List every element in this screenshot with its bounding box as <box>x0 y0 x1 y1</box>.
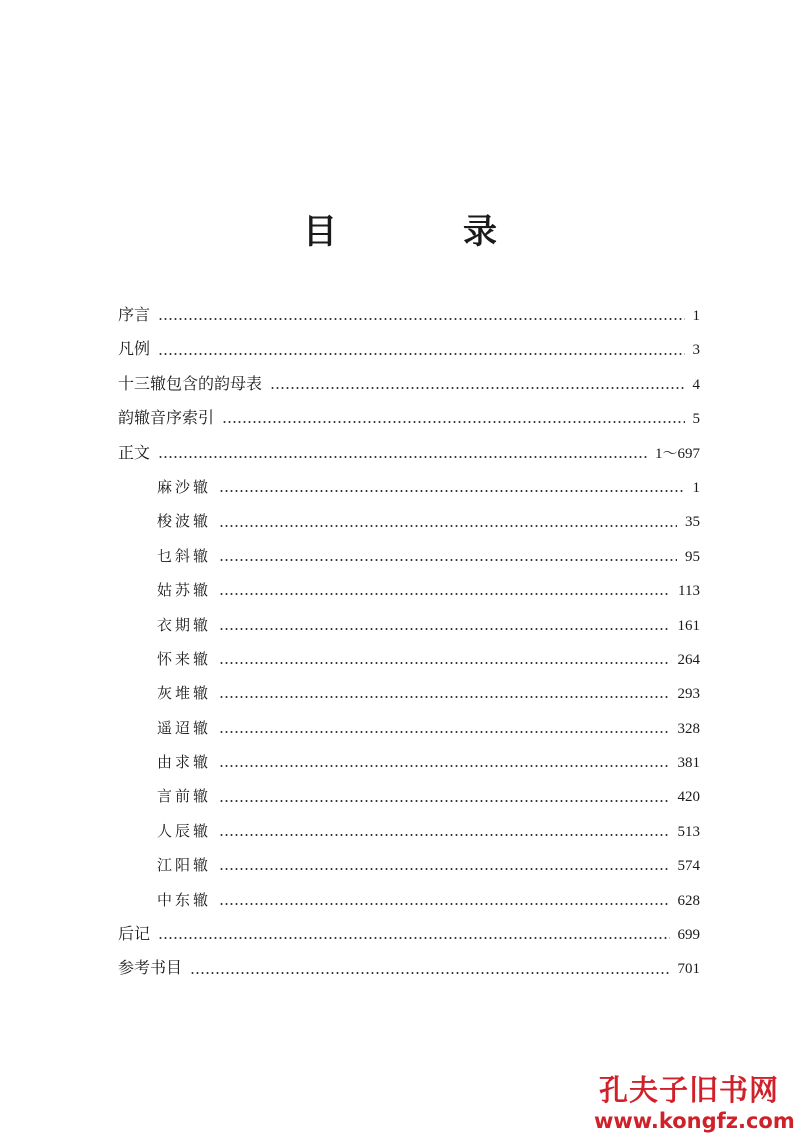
toc-entry-label: 乜斜辙 <box>157 546 212 565</box>
toc-entry-label: 言前辙 <box>157 787 212 806</box>
toc-entry-label: 姑苏辙 <box>157 581 212 600</box>
toc-entry-label: 人辰辙 <box>157 821 212 840</box>
toc-entry-label: 由求辙 <box>157 753 212 772</box>
toc-entry-page: 574 <box>677 858 700 875</box>
toc-subentry[interactable] <box>118 848 700 882</box>
toc-entry-page: 420 <box>677 789 700 806</box>
dot-leader <box>219 559 677 561</box>
toc-subentry[interactable] <box>118 470 700 504</box>
dot-leader <box>219 834 669 836</box>
toc-subentry[interactable] <box>118 779 700 813</box>
dot-leader <box>219 765 669 767</box>
toc-subentry[interactable] <box>118 745 700 779</box>
toc-entry-page: 699 <box>677 927 700 944</box>
toc-subentry[interactable] <box>118 711 700 745</box>
dot-leader <box>222 421 684 423</box>
toc-entry-label: 韵辙音序索引 <box>118 408 215 428</box>
dot-leader <box>219 903 669 905</box>
toc-subentry[interactable] <box>118 883 700 917</box>
dot-leader <box>219 490 684 492</box>
toc-entry-page: 328 <box>677 720 700 737</box>
dot-leader <box>219 696 669 698</box>
toc-entry-label: 序言 <box>118 305 151 324</box>
table-of-contents <box>118 298 700 986</box>
toc-entry-page: 701 <box>677 961 700 978</box>
toc-entry-page: 161 <box>677 617 700 634</box>
toc-subentry[interactable] <box>118 814 700 848</box>
toc-entry-label: 后记 <box>118 924 151 944</box>
toc-entry-rhyme-index[interactable] <box>118 401 700 435</box>
dot-leader <box>219 628 669 630</box>
dot-leader <box>219 731 669 733</box>
toc-entry-references[interactable] <box>118 951 700 985</box>
toc-entry-page: 4 <box>692 376 700 393</box>
toc-entry-label: 灰堆辙 <box>157 684 212 703</box>
toc-entry-label: 正文 <box>118 442 151 462</box>
toc-entry-main-text[interactable] <box>118 436 700 470</box>
toc-entry-page: 35 <box>685 514 700 531</box>
toc-entry-page: 95 <box>685 548 700 565</box>
toc-entry-preface[interactable] <box>118 298 700 332</box>
toc-entry-page: 3 <box>692 342 700 359</box>
toc-entry-label: 十三辙包含的韵母表 <box>118 373 263 393</box>
toc-entry-label: 参考书目 <box>118 958 183 978</box>
toc-subentry[interactable] <box>118 642 700 676</box>
toc-entry-label: 麻沙辙 <box>157 477 212 496</box>
toc-entry-page: 1 <box>692 308 700 324</box>
dot-leader <box>158 318 684 320</box>
toc-entry-page: 113 <box>678 583 700 600</box>
watermark <box>594 1072 795 1134</box>
toc-entry-page: 381 <box>677 755 700 772</box>
toc-entry-conventions[interactable] <box>118 332 700 366</box>
toc-entry-page: 5 <box>692 411 700 428</box>
dot-leader <box>219 593 670 595</box>
toc-entry-label: 衣期辙 <box>157 615 212 634</box>
toc-subentry[interactable] <box>118 608 700 642</box>
toc-entry-page: 513 <box>677 823 700 840</box>
watermark-site-name: 孔夫子旧书网 <box>598 1073 779 1107</box>
toc-entry-final-table[interactable] <box>118 367 700 401</box>
toc-entry-afterword[interactable] <box>118 917 700 951</box>
watermark-url: www.kongfz.com <box>594 1109 795 1133</box>
toc-entry-page: 628 <box>677 892 700 909</box>
toc-entry-label: 梭波辙 <box>157 512 212 531</box>
toc-entry-page: 1 <box>692 479 700 496</box>
toc-entry-page: 1～697 <box>654 445 700 462</box>
toc-subentry[interactable] <box>118 676 700 710</box>
toc-entry-label: 遥迢辙 <box>157 718 212 737</box>
toc-entry-label: 江阳辙 <box>157 856 212 875</box>
dot-leader <box>158 937 669 939</box>
dot-leader <box>270 387 684 389</box>
toc-subentry[interactable] <box>118 573 700 607</box>
dot-leader <box>158 353 684 355</box>
toc-subentry[interactable] <box>118 504 700 538</box>
dot-leader <box>219 800 669 802</box>
page-title: 目 录 <box>303 212 543 252</box>
dot-leader <box>219 868 669 870</box>
toc-subentry[interactable] <box>118 539 700 573</box>
dot-leader <box>190 972 669 974</box>
toc-entry-page: 293 <box>677 686 700 703</box>
toc-entry-label: 中东辙 <box>157 890 212 909</box>
dot-leader <box>158 456 647 458</box>
dot-leader <box>219 662 669 664</box>
toc-entry-label: 凡例 <box>118 339 151 359</box>
dot-leader <box>219 525 677 527</box>
toc-entry-label: 怀来辙 <box>157 649 212 668</box>
toc-entry-page: 264 <box>677 651 700 668</box>
